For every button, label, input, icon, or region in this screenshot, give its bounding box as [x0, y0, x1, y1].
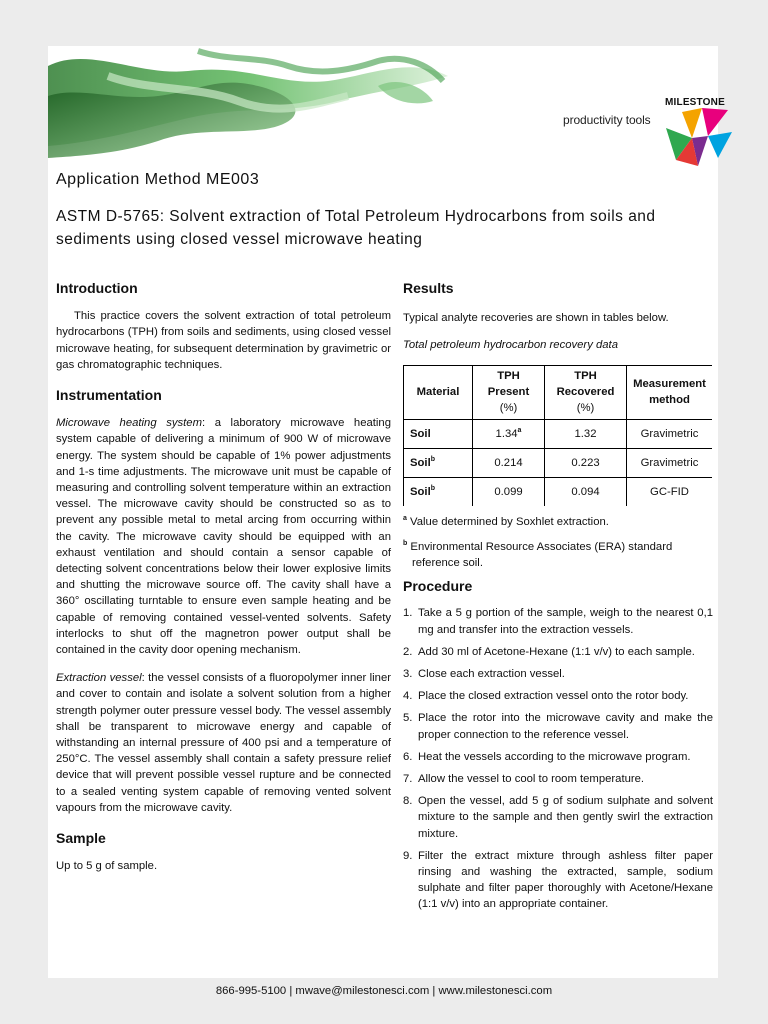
cell-material: Soil$^b$ — [404, 448, 473, 477]
procedure-step: 8. Open the vessel, add 5 g of sodium sulphate and solvent mixture to the sample and then gently swirl the extraction mixture. — [403, 795, 713, 840]
procedure-list — [403, 605, 713, 912]
right-column — [403, 280, 713, 913]
procedure-step: 7. Allow the vessel to cool to room temperature. — [403, 773, 645, 786]
procedure-step: 3. Close each extraction vessel. — [403, 668, 565, 681]
procedure-step: 4. Place the closed extraction vessel onto the rotor body. — [403, 690, 689, 703]
cell-present: 1.34$^a$ — [473, 419, 545, 448]
introduction-text: This practice covers the solvent extraction of total petroleum hydrocarbons (TPH) from soils and sediments, using closed vessel microwave heating, for subsequent determination by gravimetric or gas chromatographic techniques. — [56, 310, 391, 371]
col-material: Material — [404, 365, 473, 419]
table-row — [404, 477, 713, 506]
cell-recovered: 0.223 — [545, 448, 627, 477]
left-column — [56, 280, 391, 875]
sample-text: Up to 5 g of sample. — [56, 860, 158, 873]
cell-material: Soil$^b$ — [404, 477, 473, 506]
cell-method: GC-FID — [627, 477, 713, 506]
extraction-vessel-paragraph — [56, 670, 391, 816]
table-caption: Total petroleum hydrocarbon recovery data — [403, 339, 618, 352]
cell-method: Gravimetric — [627, 419, 713, 448]
cell-material: Soil — [404, 419, 473, 448]
procedure-heading: Procedure — [403, 578, 473, 595]
recovery-table — [403, 365, 712, 506]
brand-tagline: productivity tools — [563, 113, 651, 127]
cell-method: Gravimetric — [627, 448, 713, 477]
results-heading: Results — [403, 280, 454, 296]
cell-recovered: 1.32 — [545, 419, 627, 448]
method-title: Application Method ME003 — [56, 171, 260, 188]
green-smoke-image — [48, 46, 468, 158]
sample-heading: Sample — [56, 830, 106, 847]
col-measurement-method: Measurement method — [627, 365, 713, 419]
procedure-step: 1. Take a 5 g portion of the sample, weigh to the nearest 0,1 mg and transfer into the extraction vessels. — [403, 607, 713, 636]
instrumentation-heading: Instrumentation — [56, 387, 162, 404]
microwave-system-text: : a laboratory microwave heating system capable of delivering a minimum of 900 W of microwave energy. The system should be capable of 1% power adjustments and 1-s time adjustments. The microwave unit must be capable of measuring and controlling solvent temperature within an extraction vessel. The microwave cavity should be constructed so as to prevent any possible metal to metal arcing from occurring within the cavity. The microwave cavity should be equipped with an exhaust ventilation and should contain a sensor capable of detecting solvent concentrations below their lower explosive limits and shutting the microwave source off. The cavity shall have a 360° oscillating turntable to ensure even sample heating and be capable of removing contained vessel-vented solvents. Safety interlocks to shut off the magnetron power output shall be contained in the cavity door opening mechanism. — [56, 417, 391, 657]
procedure-step: 5. Place the rotor into the microwave cavity and make the proper connection to the reference vessel. — [403, 712, 713, 741]
table-row — [404, 448, 713, 477]
results-intro: Typical analyte recoveries are shown in tables below. — [403, 312, 669, 325]
microwave-system-label: Microwave heating system — [56, 417, 202, 430]
table-row — [404, 419, 713, 448]
cell-recovered: 0.094 — [545, 477, 627, 506]
method-subtitle: ASTM D-5765: Solvent extraction of Total Petroleum Hydrocarbons from soils and sediments using closed vessel microwave heating — [56, 208, 656, 248]
microwave-system-paragraph — [56, 415, 391, 658]
col-tph-recovered: TPH Recovered (%) — [545, 365, 627, 419]
header-banner — [48, 46, 725, 158]
cell-present: 0.214 — [473, 448, 545, 477]
extraction-vessel-text: : the vessel consists of a fluoropolymer inner liner and cover to contain and isolate a solvent solution from a higher strength polymer outer pressure vessel body. The vessel assembly shall be transparent to microwave energy and capable of withstanding an internal pressure of 400 psi and a temperature of 250°C. The vessel assembly shall contain a safety pressure relief device that will prevent possible vessel rupture and be connected to a sealed venting system capable of removing vented solvent vapours from the microwave cavity. — [56, 672, 392, 814]
procedure-step: 9. Filter the extract mixture through ashless filter paper rinsing and washing the extracted, sample, sodium sulphate and filter paper thoroughly with Acetone/Hexane (1:1 v/v) into an appropriate container. — [403, 849, 713, 911]
footnote-a: $^a$ Value determined by Soxhlet extraction. — [403, 514, 609, 528]
milestone-logo-icon — [662, 108, 734, 168]
procedure-step: 2. Add 30 ml of Acetone-Hexane (1:1 v/v) to each sample. — [403, 645, 695, 658]
introduction-heading: Introduction — [56, 280, 138, 296]
cell-present: 0.099 — [473, 477, 545, 506]
footnote-b: $^b$ Environmental Resource Associates (ERA) standard reference soil. — [403, 540, 673, 570]
extraction-vessel-label: Extraction vessel — [56, 672, 142, 685]
col-tph-present: TPH Present (%) — [473, 365, 545, 419]
procedure-step: 6. Heat the vessels according to the microwave program. — [403, 750, 691, 763]
brand-name: MILESTONE — [665, 97, 725, 108]
table-header-row — [404, 365, 713, 419]
footer-contact: 866-995-5100 | mwave@milestonesci.com | www.milestonesci.com — [215, 985, 553, 997]
